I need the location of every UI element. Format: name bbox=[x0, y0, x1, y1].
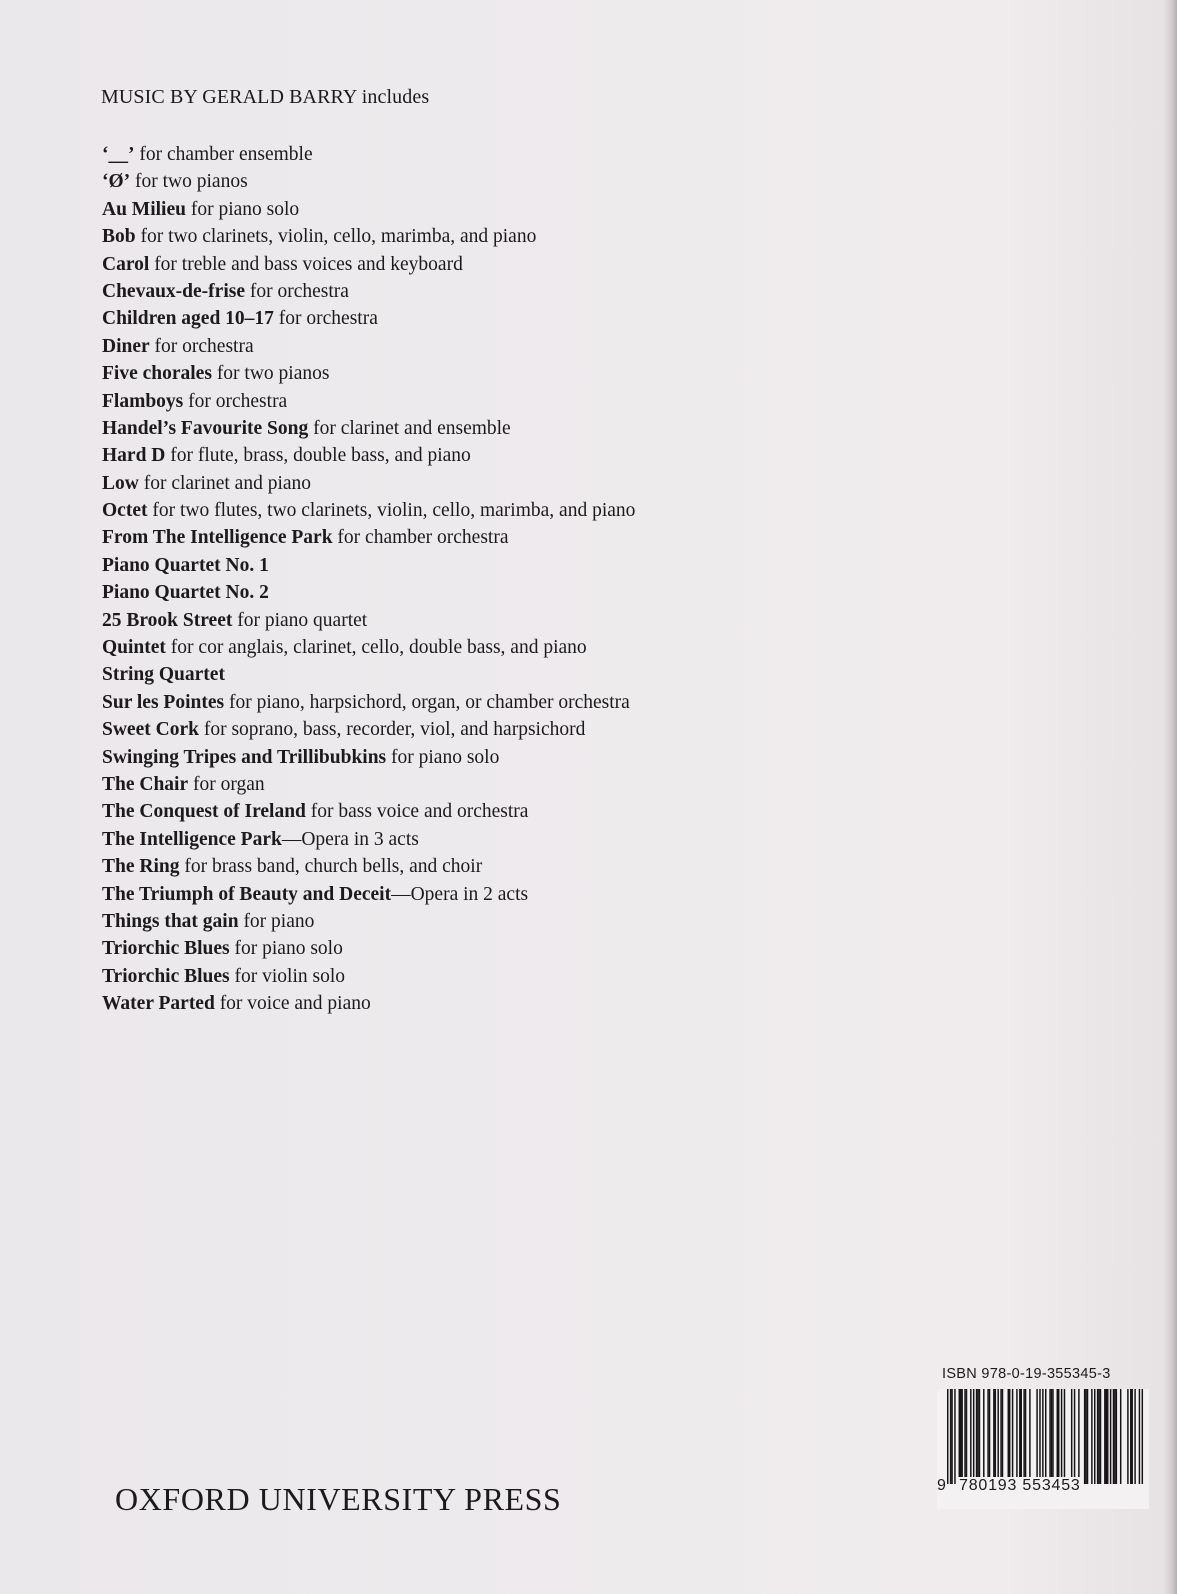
barcode-bar bbox=[1087, 1389, 1088, 1484]
barcode-bar bbox=[1049, 1389, 1050, 1484]
work-title: From The Intelligence Park bbox=[102, 527, 333, 549]
list-item bbox=[102, 634, 635, 661]
barcode-bar bbox=[961, 1389, 962, 1484]
list-item bbox=[102, 360, 635, 387]
barcode-bar bbox=[987, 1389, 988, 1484]
work-title: Sweet Cork bbox=[102, 719, 199, 741]
barcode-bar bbox=[1106, 1389, 1107, 1484]
work-instrumentation: for clarinet and piano bbox=[138, 472, 312, 494]
work-instrumentation: for piano solo bbox=[185, 198, 300, 220]
work-instrumentation: for cor anglais, clarinet, cello, double bass, and piano bbox=[165, 637, 587, 659]
barcode-bar bbox=[979, 1389, 980, 1484]
barcode-bar bbox=[1039, 1389, 1040, 1484]
list-item bbox=[102, 415, 635, 442]
barcode-bar bbox=[964, 1389, 965, 1484]
list-item bbox=[102, 881, 635, 908]
list-item bbox=[102, 470, 635, 497]
barcode-bar bbox=[959, 1389, 960, 1484]
list-item bbox=[102, 223, 635, 250]
work-title: Flamboys bbox=[102, 390, 184, 412]
list-item bbox=[102, 853, 635, 880]
work-instrumentation: for bass voice and orchestra bbox=[305, 801, 529, 823]
barcode-bar bbox=[1139, 1389, 1140, 1484]
list-item bbox=[102, 333, 635, 360]
barcode-bar bbox=[1057, 1389, 1058, 1484]
list-item bbox=[102, 442, 635, 469]
barcode-bar bbox=[1097, 1389, 1098, 1484]
work-title: The Intelligence Park bbox=[102, 828, 282, 850]
barcode-bar bbox=[1131, 1389, 1132, 1484]
barcode-bar bbox=[1094, 1389, 1095, 1484]
barcode-digit-groups: 780193 553453 bbox=[959, 1477, 1081, 1494]
work-title: Children aged 10–17 bbox=[102, 308, 274, 330]
barcode-bar bbox=[1023, 1389, 1024, 1484]
work-title: Chevaux-de-frise bbox=[102, 280, 245, 302]
work-instrumentation: for orchestra bbox=[244, 280, 349, 302]
barcode-bar bbox=[983, 1389, 984, 1484]
barcode-bar bbox=[1084, 1389, 1085, 1484]
barcode-bar bbox=[1052, 1389, 1053, 1484]
work-instrumentation: for orchestra bbox=[183, 390, 288, 412]
barcode-bar bbox=[1120, 1389, 1121, 1484]
barcode-bar bbox=[960, 1389, 961, 1484]
work-instrumentation: for piano, harpsichord, organ, or chamber orchestra bbox=[224, 691, 630, 713]
barcode-first-digit: 9 bbox=[937, 1477, 947, 1494]
list-item bbox=[102, 798, 635, 825]
work-instrumentation: for piano bbox=[238, 910, 315, 932]
barcode-bar bbox=[1064, 1389, 1065, 1484]
barcode-bar bbox=[1016, 1389, 1017, 1484]
barcode-bar bbox=[1116, 1389, 1117, 1484]
list-item bbox=[102, 689, 635, 716]
list-item bbox=[102, 771, 635, 798]
barcode-bar bbox=[1074, 1389, 1075, 1484]
barcode-bar bbox=[1091, 1389, 1092, 1484]
work-title: Triorchic Blues bbox=[102, 938, 230, 960]
work-instrumentation: for violin solo bbox=[229, 965, 346, 987]
work-instrumentation: for voice and piano bbox=[214, 993, 371, 1015]
work-title: Triorchic Blues bbox=[102, 965, 230, 987]
barcode-bar bbox=[1104, 1389, 1105, 1484]
barcode-bar bbox=[1036, 1389, 1037, 1484]
work-instrumentation: for orchestra bbox=[149, 335, 254, 357]
barcode-bar bbox=[976, 1389, 977, 1484]
barcode-bar bbox=[1127, 1389, 1128, 1484]
list-item bbox=[102, 579, 635, 606]
list-item bbox=[102, 141, 635, 168]
work-title: Low bbox=[102, 472, 139, 494]
barcode-bar bbox=[1107, 1389, 1108, 1484]
barcode-bar bbox=[993, 1389, 994, 1484]
barcode-bar bbox=[951, 1389, 952, 1484]
list-item bbox=[102, 524, 635, 551]
barcode-bar bbox=[995, 1389, 996, 1484]
barcode-bar bbox=[997, 1389, 998, 1484]
list-item bbox=[102, 497, 635, 524]
barcode-bar bbox=[1061, 1389, 1062, 1484]
work-title: Sur les Pointes bbox=[102, 691, 225, 713]
barcode-bar bbox=[1051, 1389, 1052, 1484]
list-item bbox=[102, 607, 635, 634]
barcode-bar bbox=[1045, 1389, 1046, 1484]
page-edge-shadow bbox=[1163, 0, 1177, 1594]
work-instrumentation: —Opera in 2 acts bbox=[391, 883, 529, 905]
work-instrumentation: for treble and bass voices and keyboard bbox=[149, 253, 463, 275]
list-item bbox=[102, 552, 635, 579]
barcode-bar bbox=[947, 1389, 948, 1484]
work-instrumentation: for piano quartet bbox=[232, 609, 368, 631]
work-title: Handel’s Favourite Song bbox=[102, 417, 309, 439]
work-instrumentation: for chamber orchestra bbox=[332, 527, 509, 549]
work-instrumentation: —Opera in 3 acts bbox=[281, 828, 419, 850]
work-title: String Quartet bbox=[102, 664, 225, 686]
barcode-bar bbox=[1042, 1389, 1043, 1484]
list-item bbox=[102, 935, 635, 962]
barcode-bar bbox=[1008, 1389, 1009, 1484]
barcode-bar bbox=[1113, 1389, 1114, 1484]
work-title: Carol bbox=[102, 253, 150, 275]
barcode-bar bbox=[966, 1389, 967, 1484]
barcode-bar bbox=[1098, 1389, 1099, 1484]
work-title: Octet bbox=[102, 500, 148, 522]
list-item bbox=[102, 744, 635, 771]
list-item bbox=[102, 278, 635, 305]
work-title: Au Milieu bbox=[102, 198, 186, 220]
work-title: Water Parted bbox=[102, 993, 215, 1015]
work-instrumentation: for brass band, church bells, and choir bbox=[179, 856, 483, 878]
work-title: Five chorales bbox=[102, 363, 212, 385]
barcode-bar bbox=[977, 1389, 978, 1484]
list-item bbox=[102, 908, 635, 935]
barcode-bar bbox=[1142, 1389, 1143, 1484]
work-title: 25 Brook Street bbox=[102, 609, 233, 631]
work-title: Piano Quartet No. 2 bbox=[102, 582, 269, 604]
list-item bbox=[102, 990, 635, 1017]
work-instrumentation: for piano solo bbox=[229, 938, 343, 960]
list-item bbox=[102, 716, 635, 743]
work-instrumentation: for two clarinets, violin, cello, marimba, and piano bbox=[135, 226, 537, 248]
barcode-bar bbox=[1078, 1389, 1079, 1484]
work-instrumentation: for two pianos bbox=[130, 171, 248, 193]
isbn-label: ISBN 978-0-19-355345-3 bbox=[942, 1366, 1111, 1382]
barcode-bar bbox=[1130, 1389, 1131, 1484]
work-instrumentation: for two flutes, two clarinets, violin, cello, marimba, and piano bbox=[147, 500, 636, 522]
work-title: The Chair bbox=[102, 773, 189, 795]
work-instrumentation: for orchestra bbox=[273, 308, 378, 330]
work-instrumentation: for soprano, bass, recorder, viol, and harpsichord bbox=[198, 719, 586, 741]
list-item bbox=[102, 168, 635, 195]
work-title: Bob bbox=[102, 226, 136, 248]
work-title: The Ring bbox=[102, 856, 180, 878]
work-title: Things that gain bbox=[102, 910, 239, 932]
list-item bbox=[102, 196, 635, 223]
work-instrumentation: for two pianos bbox=[211, 363, 330, 385]
barcode-bar bbox=[989, 1389, 990, 1484]
barcode-bar bbox=[1012, 1389, 1013, 1484]
barcode-bar bbox=[1009, 1389, 1010, 1484]
barcode-bar bbox=[1100, 1389, 1101, 1484]
barcode-bar bbox=[1114, 1389, 1115, 1484]
publisher-name: OXFORD UNIVERSITY PRESS bbox=[115, 1481, 562, 1517]
work-title: Swinging Tripes and Trillibubkins bbox=[102, 746, 387, 768]
list-item bbox=[102, 251, 635, 278]
barcode-bar bbox=[1085, 1389, 1086, 1484]
barcode-bar bbox=[1002, 1389, 1003, 1484]
work-title: Quintet bbox=[102, 637, 166, 659]
barcode-bar bbox=[954, 1389, 955, 1484]
work-title: Hard D bbox=[102, 445, 166, 467]
work-title: Piano Quartet No. 1 bbox=[102, 554, 269, 576]
list-item bbox=[102, 826, 635, 853]
work-instrumentation: for chamber ensemble bbox=[134, 144, 313, 165]
barcode-bar bbox=[950, 1389, 951, 1484]
work-instrumentation: for organ bbox=[188, 773, 265, 795]
barcode-bar bbox=[1110, 1389, 1111, 1484]
work-instrumentation: for flute, brass, double bass, and piano bbox=[165, 445, 471, 467]
list-item bbox=[102, 963, 635, 990]
work-title: ‘__’ bbox=[102, 144, 135, 165]
list-item bbox=[102, 305, 635, 332]
work-title: Diner bbox=[102, 335, 150, 357]
work-instrumentation: for clarinet and ensemble bbox=[308, 417, 511, 439]
list-heading: MUSIC BY GERALD BARRY includes bbox=[101, 86, 430, 108]
barcode-bar bbox=[973, 1389, 974, 1484]
work-title: ‘Ø’ bbox=[102, 171, 131, 193]
barcode-bar bbox=[970, 1389, 971, 1484]
list-item bbox=[102, 388, 635, 415]
barcode-bar bbox=[1021, 1389, 1022, 1484]
work-instrumentation: for piano solo bbox=[386, 746, 500, 768]
work-title: The Conquest of Ireland bbox=[102, 801, 306, 823]
barcode-bar bbox=[1134, 1389, 1135, 1484]
work-title: The Triumph of Beauty and Deceit bbox=[102, 883, 392, 905]
barcode-bar bbox=[1058, 1389, 1059, 1484]
barcode-bar bbox=[1071, 1389, 1072, 1484]
barcode-bar bbox=[1000, 1389, 1001, 1484]
works-list bbox=[102, 141, 635, 1018]
list-item bbox=[102, 661, 635, 688]
barcode-bar bbox=[1025, 1389, 1026, 1484]
barcode-bar bbox=[1019, 1389, 1020, 1484]
barcode-bar bbox=[1029, 1389, 1030, 1484]
